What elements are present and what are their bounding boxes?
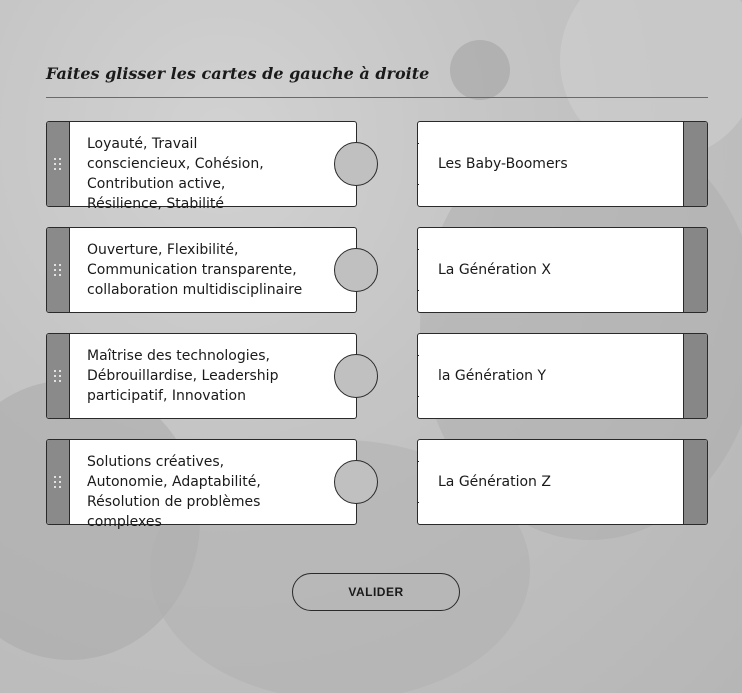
drag-activity bbox=[46, 64, 708, 545]
draggable-card-text: Maîtrise des technologies, Débrouillardise, Leadership participatif, Innovation bbox=[87, 348, 279, 404]
draggable-card-text: Ouverture, Flexibilité, Communication transparente, collaboration multidisciplinaire bbox=[87, 242, 303, 298]
drop-target-label: La Génération Z bbox=[438, 474, 551, 490]
draggable-card[interactable] bbox=[46, 227, 357, 313]
drop-target-card[interactable] bbox=[417, 227, 708, 313]
drop-target-label: la Génération Y bbox=[438, 368, 547, 384]
card-notch bbox=[334, 460, 378, 504]
drag-handle-icon[interactable] bbox=[47, 440, 70, 524]
card-notch bbox=[334, 354, 378, 398]
drop-target-card[interactable] bbox=[417, 121, 708, 207]
drag-handle-icon[interactable] bbox=[47, 228, 70, 312]
drop-target-band bbox=[683, 334, 707, 418]
draggable-card[interactable] bbox=[46, 439, 357, 530]
draggable-card[interactable] bbox=[46, 333, 357, 419]
activity-title: Faites glisser les cartes de gauche à droite bbox=[46, 64, 430, 83]
drop-target-band bbox=[683, 228, 707, 312]
draggable-card[interactable] bbox=[46, 121, 357, 212]
card-row bbox=[46, 333, 708, 419]
drop-target-band bbox=[683, 440, 707, 524]
drag-handle-icon[interactable] bbox=[47, 334, 70, 418]
card-notch bbox=[334, 142, 378, 186]
drop-target-label: Les Baby-Boomers bbox=[438, 156, 568, 172]
card-row bbox=[46, 439, 708, 530]
drop-target-card[interactable] bbox=[417, 439, 708, 525]
drop-target-band bbox=[683, 122, 707, 206]
card-row bbox=[46, 227, 708, 313]
drag-handle-icon[interactable] bbox=[47, 122, 70, 206]
card-notch bbox=[334, 248, 378, 292]
validate-button[interactable]: VALIDER bbox=[292, 573, 460, 611]
title-divider bbox=[46, 97, 708, 98]
card-rows bbox=[46, 121, 708, 530]
card-row bbox=[46, 121, 708, 212]
draggable-card-text: Solutions créatives, Autonomie, Adaptabilité, Résolution de problèmes complexes bbox=[87, 454, 261, 530]
drop-target-card[interactable] bbox=[417, 333, 708, 419]
draggable-card-text: Loyauté, Travail consciencieux, Cohésion, Contribution active, Résilience, Stabilité bbox=[87, 136, 264, 212]
drop-target-label: La Génération X bbox=[438, 262, 551, 278]
